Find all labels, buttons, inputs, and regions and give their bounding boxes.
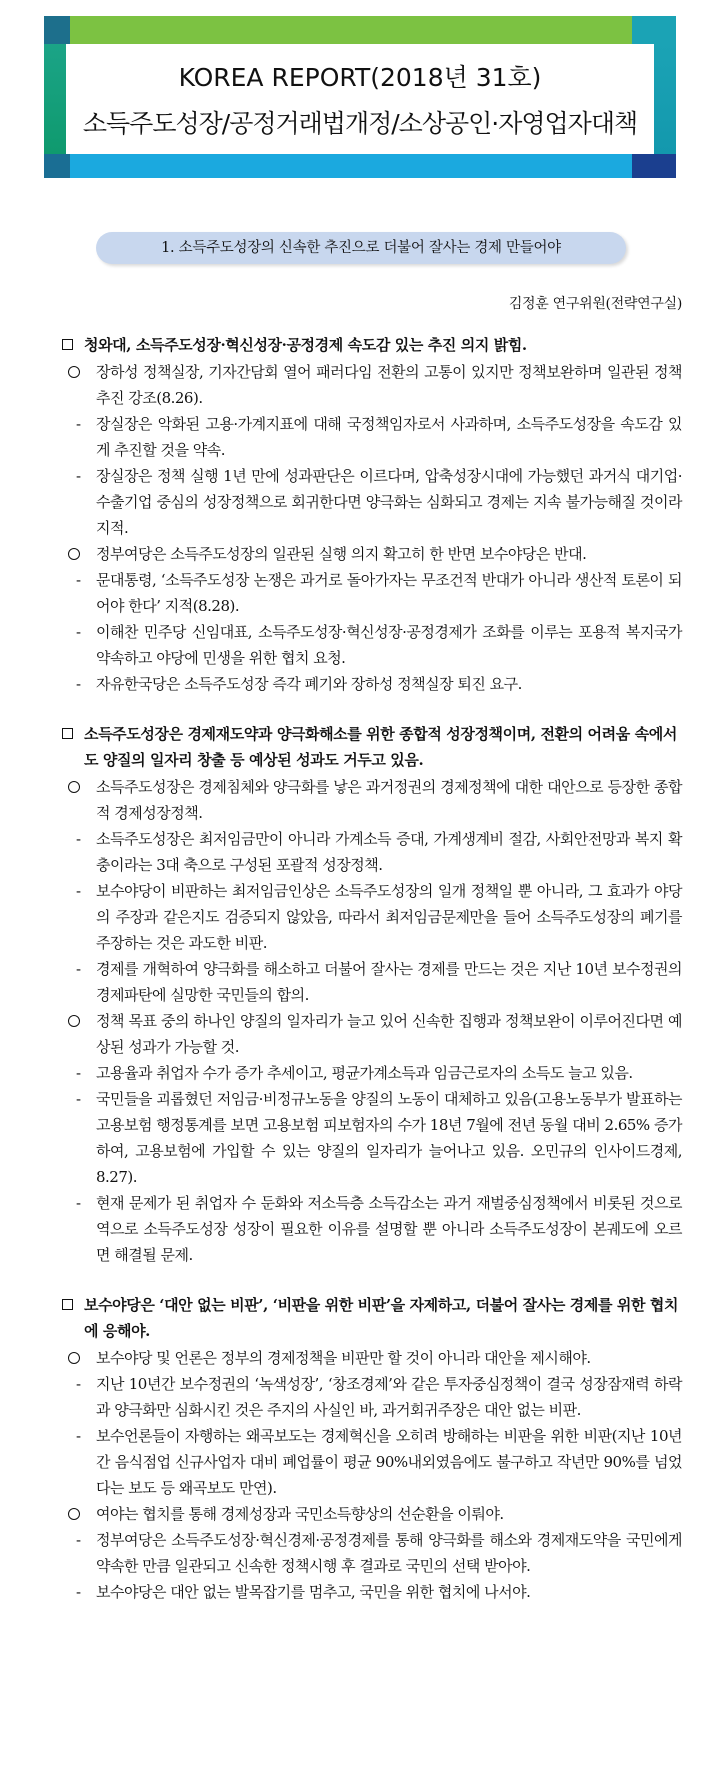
banner-top-bar <box>44 16 676 44</box>
point-text: 보수야당 및 언론은 정부의 경제정책을 비판만 할 것이 아니라 대안을 제시해야. <box>96 1349 591 1367</box>
point-text: 정부여당은 소득주도성장의 일관된 실행 의지 확고히 한 반면 보수야당은 반대. <box>96 545 587 563</box>
point-text: 보수야당은 대안 없는 발목잡기를 멈추고, 국민을 위한 협치에 나서야. <box>96 1583 531 1601</box>
section-title: 1. 소득주도성장의 신속한 추진으로 더불어 잘사는 경제 만들어야 <box>96 232 626 264</box>
dash-bullet-icon: - <box>76 1583 81 1601</box>
dash-bullet-icon: - <box>76 882 81 900</box>
sub-point <box>62 878 682 956</box>
banner-right-band <box>654 44 676 154</box>
sub-point <box>62 1423 682 1501</box>
square-bullet-icon <box>62 339 73 350</box>
main-point <box>62 1008 682 1060</box>
section-heading <box>62 1292 682 1344</box>
sub-point <box>62 1086 682 1190</box>
square-bullet-icon <box>62 1299 73 1310</box>
section-heading <box>62 721 682 773</box>
banner-left-band <box>44 44 66 154</box>
banner-bottom-segment-left <box>44 154 70 178</box>
sub-point <box>62 1371 682 1423</box>
dash-bullet-icon: - <box>76 1531 81 1549</box>
point-text: 이해찬 민주당 신임대표, 소득주도성장·혁신성장·공정경제가 조화를 이루는 포용적 복지국가 약속하고 야당에 민생을 위한 협치 요청. <box>96 623 682 667</box>
dash-bullet-icon: - <box>76 675 81 693</box>
point-text: 장실장은 정책 실행 1년 만에 성과판단은 이르다며, 압축성장시대에 가능했던 과거식 대기업·수출기업 중심의 성장정책으로 회귀한다면 양극화는 심화되고 경제는 지속 불가능해질 것이라 지적. <box>96 467 682 537</box>
section-heading-text: 청와대, 소득주도성장·혁신성장·공정경제 속도감 있는 추진 의지 밝힘. <box>84 336 527 354</box>
point-text: 지난 10년간 보수정권의 ‘녹색성장’, ‘창조경제’와 같은 투자중심정책이 결국 성장잠재력 하락과 양극화만 심화시킨 것은 주지의 사실인 바, 과거회귀주장은 대안 없는 비판. <box>96 1375 682 1419</box>
main-point <box>62 541 682 567</box>
section-heading <box>62 332 682 358</box>
report-title: KOREA REPORT(2018년 31호) <box>178 63 542 92</box>
report-subtitle: 소득주도성장/공정거래법개정/소상공인·자영업자대책 <box>82 109 638 138</box>
main-point <box>62 774 682 826</box>
banner-top-segment-left <box>44 16 70 44</box>
section-1 <box>62 332 682 697</box>
dash-bullet-icon: - <box>76 1064 81 1082</box>
banner-top-segment-right <box>632 16 676 44</box>
banner-bottom-segment-right <box>632 154 676 178</box>
dash-bullet-icon: - <box>76 1090 81 1108</box>
point-text: 자유한국당은 소득주도성장 즉각 폐기와 장하성 정책실장 퇴진 요구. <box>96 675 522 693</box>
banner-top-segment-center <box>70 16 632 44</box>
point-text: 장하성 정책실장, 기자간담회 열어 패러다임 전환의 고통이 있지만 정책보완하며 일관된 정책 추진 강조(8.26). <box>96 363 682 407</box>
banner-title-box <box>66 44 654 154</box>
main-point <box>62 359 682 411</box>
sub-point <box>62 826 682 878</box>
sub-point <box>62 1527 682 1579</box>
section-2 <box>62 721 682 1268</box>
point-text: 소득주도성장은 최저임금만이 아니라 가계소득 증대, 가계생계비 절감, 사회안전망과 복지 확충이라는 3대 축으로 구성된 포괄적 성장정책. <box>96 830 682 874</box>
point-text: 장실장은 악화된 고용·가계지표에 대해 국정책임자로서 사과하며, 소득주도성장을 속도감 있게 추진할 것을 약속. <box>96 415 682 459</box>
point-text: 정책 목표 중의 하나인 양질의 일자리가 늘고 있어 신속한 집행과 정책보완이 이루어진다면 예상된 성과가 가능할 것. <box>96 1012 682 1056</box>
sub-point <box>62 567 682 619</box>
dash-bullet-icon: - <box>76 415 81 433</box>
main-point <box>62 1501 682 1527</box>
sub-point <box>62 1190 682 1268</box>
circle-bullet-icon <box>68 548 80 560</box>
point-text: 여야는 협치를 통해 경제성장과 국민소득향상의 선순환을 이뤄야. <box>96 1505 504 1523</box>
sub-point <box>62 411 682 463</box>
dash-bullet-icon: - <box>76 830 81 848</box>
main-point <box>62 1345 682 1371</box>
circle-bullet-icon <box>68 1508 80 1520</box>
point-text: 정부여당은 소득주도성장·혁신경제·공정경제를 통해 양극화를 해소와 경제재도약을 국민에게 약속한 만큼 일관되고 신속한 정책시행 후 결과로 국민의 선택 받아야. <box>96 1531 682 1575</box>
point-text: 소득주도성장은 경제침체와 양극화를 낳은 과거정권의 경제정책에 대한 대안으로 등장한 종합적 경제성장정책. <box>96 778 682 822</box>
dash-bullet-icon: - <box>76 467 81 485</box>
section-heading-text: 소득주도성장은 경제재도약과 양극화해소를 위한 종합적 성장정책이며, 전환의 어려움 속에서도 양질의 일자리 창출 등 예상된 성과도 거두고 있음. <box>84 725 677 769</box>
report-body <box>62 332 682 1629</box>
dash-bullet-icon: - <box>76 1375 81 1393</box>
point-text: 문대통령, ‘소득주도성장 논쟁은 과거로 돌아가자는 무조건적 반대가 아니라 생산적 토론이 되어야 한다’ 지적(8.28). <box>96 571 682 615</box>
banner-bottom-bar <box>44 154 676 178</box>
sub-point <box>62 1579 682 1605</box>
circle-bullet-icon <box>68 1015 80 1027</box>
section-heading-text: 보수야당은 ‘대안 없는 비판’, ‘비판을 위한 비판’을 자제하고, 더불어 잘사는 경제를 위한 협치에 응해야. <box>84 1296 679 1340</box>
point-text: 보수언론들이 자행하는 왜곡보도는 경제혁신을 오히려 방해하는 비판을 위한 비판(지난 10년간 음식점업 신규사업자 대비 폐업률이 평균 90%내외였음에도 불구하고 작년만 90%를 넘었다는 보도 등 왜곡보도 만연). <box>96 1427 682 1497</box>
sub-point <box>62 463 682 541</box>
point-text: 고용율과 취업자 수가 증가 추세이고, 평균가계소득과 임금근로자의 소득도 늘고 있음. <box>96 1064 633 1082</box>
dash-bullet-icon: - <box>76 623 81 641</box>
author-line: 김정훈 연구위원(전략연구실) <box>508 296 682 312</box>
dash-bullet-icon: - <box>76 960 81 978</box>
circle-bullet-icon <box>68 1352 80 1364</box>
section-3 <box>62 1292 682 1605</box>
point-text: 경제를 개혁하여 양극화를 해소하고 더불어 잘사는 경제를 만드는 것은 지난 10년 보수정권의 경제파탄에 실망한 국민들의 합의. <box>96 960 682 1004</box>
dash-bullet-icon: - <box>76 571 81 589</box>
circle-bullet-icon <box>68 781 80 793</box>
point-text: 현재 문제가 된 취업자 수 둔화와 저소득층 소득감소는 과거 재벌중심정책에서 비롯된 것으로 역으로 소득주도성장 성장이 필요한 이유를 설명할 뿐 아니라 소득주도성장이 본궤도에 오르면 해결될 문제. <box>96 1194 682 1264</box>
report-banner <box>44 16 676 178</box>
sub-point <box>62 619 682 671</box>
sub-point <box>62 1060 682 1086</box>
sub-point <box>62 671 682 697</box>
dash-bullet-icon: - <box>76 1427 81 1445</box>
banner-bottom-segment-center <box>70 154 632 178</box>
circle-bullet-icon <box>68 366 80 378</box>
point-text: 보수야당이 비판하는 최저임금인상은 소득주도성장의 일개 정책일 뿐 아니라, 그 효과가 야당의 주장과 같은지도 검증되지 않았음, 따라서 최저임금문제만을 들어 소득주도성장의 폐기를 주장하는 것은 과도한 비판. <box>96 882 682 952</box>
square-bullet-icon <box>62 728 73 739</box>
sub-point <box>62 956 682 1008</box>
point-text: 국민들을 괴롭혔던 저임금·비정규노동을 양질의 노동이 대체하고 있음(고용노동부가 발표하는 고용보험 행정통계를 보면 고용보험 피보험자의 수가 18년 7월에 전년 동월 대비 2.65% 증가하여, 고용보험에 가입할 수 있는 양질의 일자리가 늘어나고 있음. 오민규의 인사이드경제, 8.27). <box>96 1090 682 1186</box>
dash-bullet-icon: - <box>76 1194 81 1212</box>
